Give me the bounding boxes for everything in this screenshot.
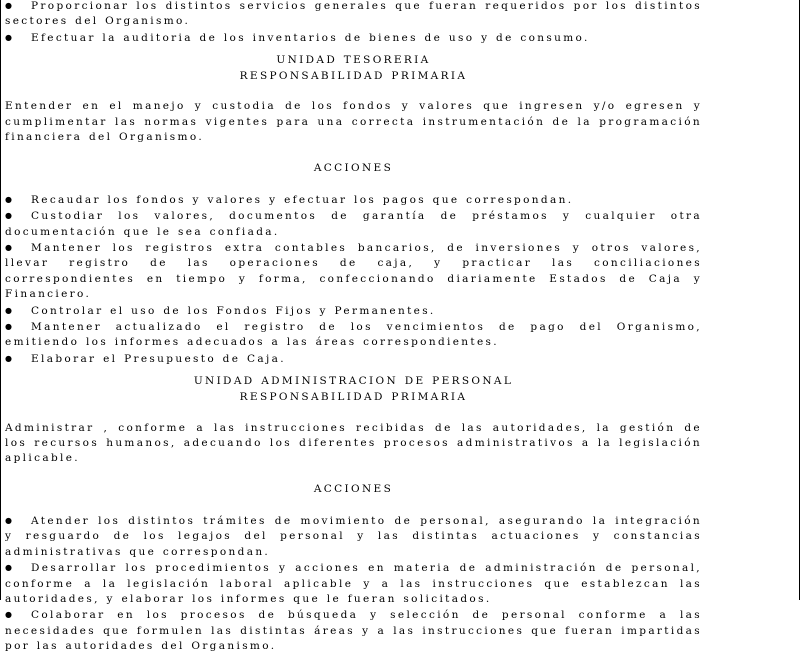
actions-title-tesoreria: ACCIONES — [313, 162, 394, 175]
list-item: ● Atender los distintos trámites de movimiento de personal, asegurando la integración y resguardo de los legajos del personal y las distintas actuaciones y constancias administrativas que correspondan. — [5, 514, 702, 558]
list-item: ● Efectuar la auditoria de los inventarios de bienes de uso y de consumo. — [5, 31, 590, 44]
document-body — [5, 0, 702, 655]
bullet-icon: ● — [5, 211, 12, 221]
actions-title-personal: ACCIONES — [313, 483, 394, 496]
section-title-personal: UNIDAD ADMINISTRACION DE PERSONAL — [193, 375, 514, 388]
bullet-icon: ● — [5, 563, 12, 573]
bullet-icon: ● — [5, 194, 12, 204]
list-item: ● Mantener los registros extra contables bancarios, de inversiones y otros valores, llevar registro de las operaciones de caja, y practicar las conciliaciones correspondientes en tiempo y forma, confeccionando diariamente Estados de Caja y Financiero. — [5, 242, 702, 301]
bullet-icon: ● — [5, 1, 12, 10]
section-subtitle-personal: RESPONSABILIDAD PRIMARIA — [239, 390, 468, 403]
section-title-tesoreria: UNIDAD TESORERIA — [276, 54, 431, 67]
list-item: ● Controlar el uso de los Fondos Fijos y Permanentes. — [5, 304, 436, 317]
list-item: ● Recaudar los fondos y valores y efectuar los pagos que correspondan. — [5, 193, 574, 206]
list-item: ● Colaborar en los procesos de búsqueda y selección de personal conforme a las necesidades que formulen las distintas áreas y a las instrucciones que fueran impartidas por las autoridades del Organismo. — [5, 609, 702, 653]
responsibility-text-tesoreria: Entender en el manejo y custodia de los fondos y valores que ingresen y/o egresen y cumplimentar las normas vigentes para una correcta instrumentación de la programación financiera del Organismo. — [5, 100, 702, 144]
list-item: ● Custodiar los valores, documentos de garantía de préstamos y cualquier otra documentación que le sea confiada. — [5, 210, 702, 238]
list-item: ● Desarrollar los procedimientos y acciones en materia de administración de personal, conforme a la legislación laboral aplicable y a las instrucciones que establezcan las autoridades, y elaborar los informes que le fueran solicitados. — [5, 562, 702, 605]
bullet-icon: ● — [5, 610, 12, 620]
section-subtitle-tesoreria: RESPONSABILIDAD PRIMARIA — [239, 69, 468, 82]
list-item: ● Proporcionar los distintos servicios generales que fueran requeridos por los distintos sectores del Organismo. — [5, 0, 702, 28]
bullet-icon: ● — [5, 32, 12, 42]
bullet-icon: ● — [5, 243, 12, 253]
bullet-icon: ● — [5, 305, 12, 315]
list-item: ● Elaborar el Presupuesto de Caja. — [5, 352, 286, 365]
list-item: ● Mantener actualizado el registro de los vencimientos de pago del Organismo, emitiendo los informes adecuados a las áreas correspondientes. — [5, 321, 702, 349]
bullet-icon: ● — [5, 322, 12, 332]
responsibility-text-personal: Administrar , conforme a las instrucciones recibidas de las autoridades, la gestión de los recursos humanos, adecuando los diferentes procesos administrativos a la legislación aplicable. — [5, 421, 702, 465]
bullet-icon: ● — [5, 353, 12, 363]
bullet-icon: ● — [5, 515, 12, 525]
